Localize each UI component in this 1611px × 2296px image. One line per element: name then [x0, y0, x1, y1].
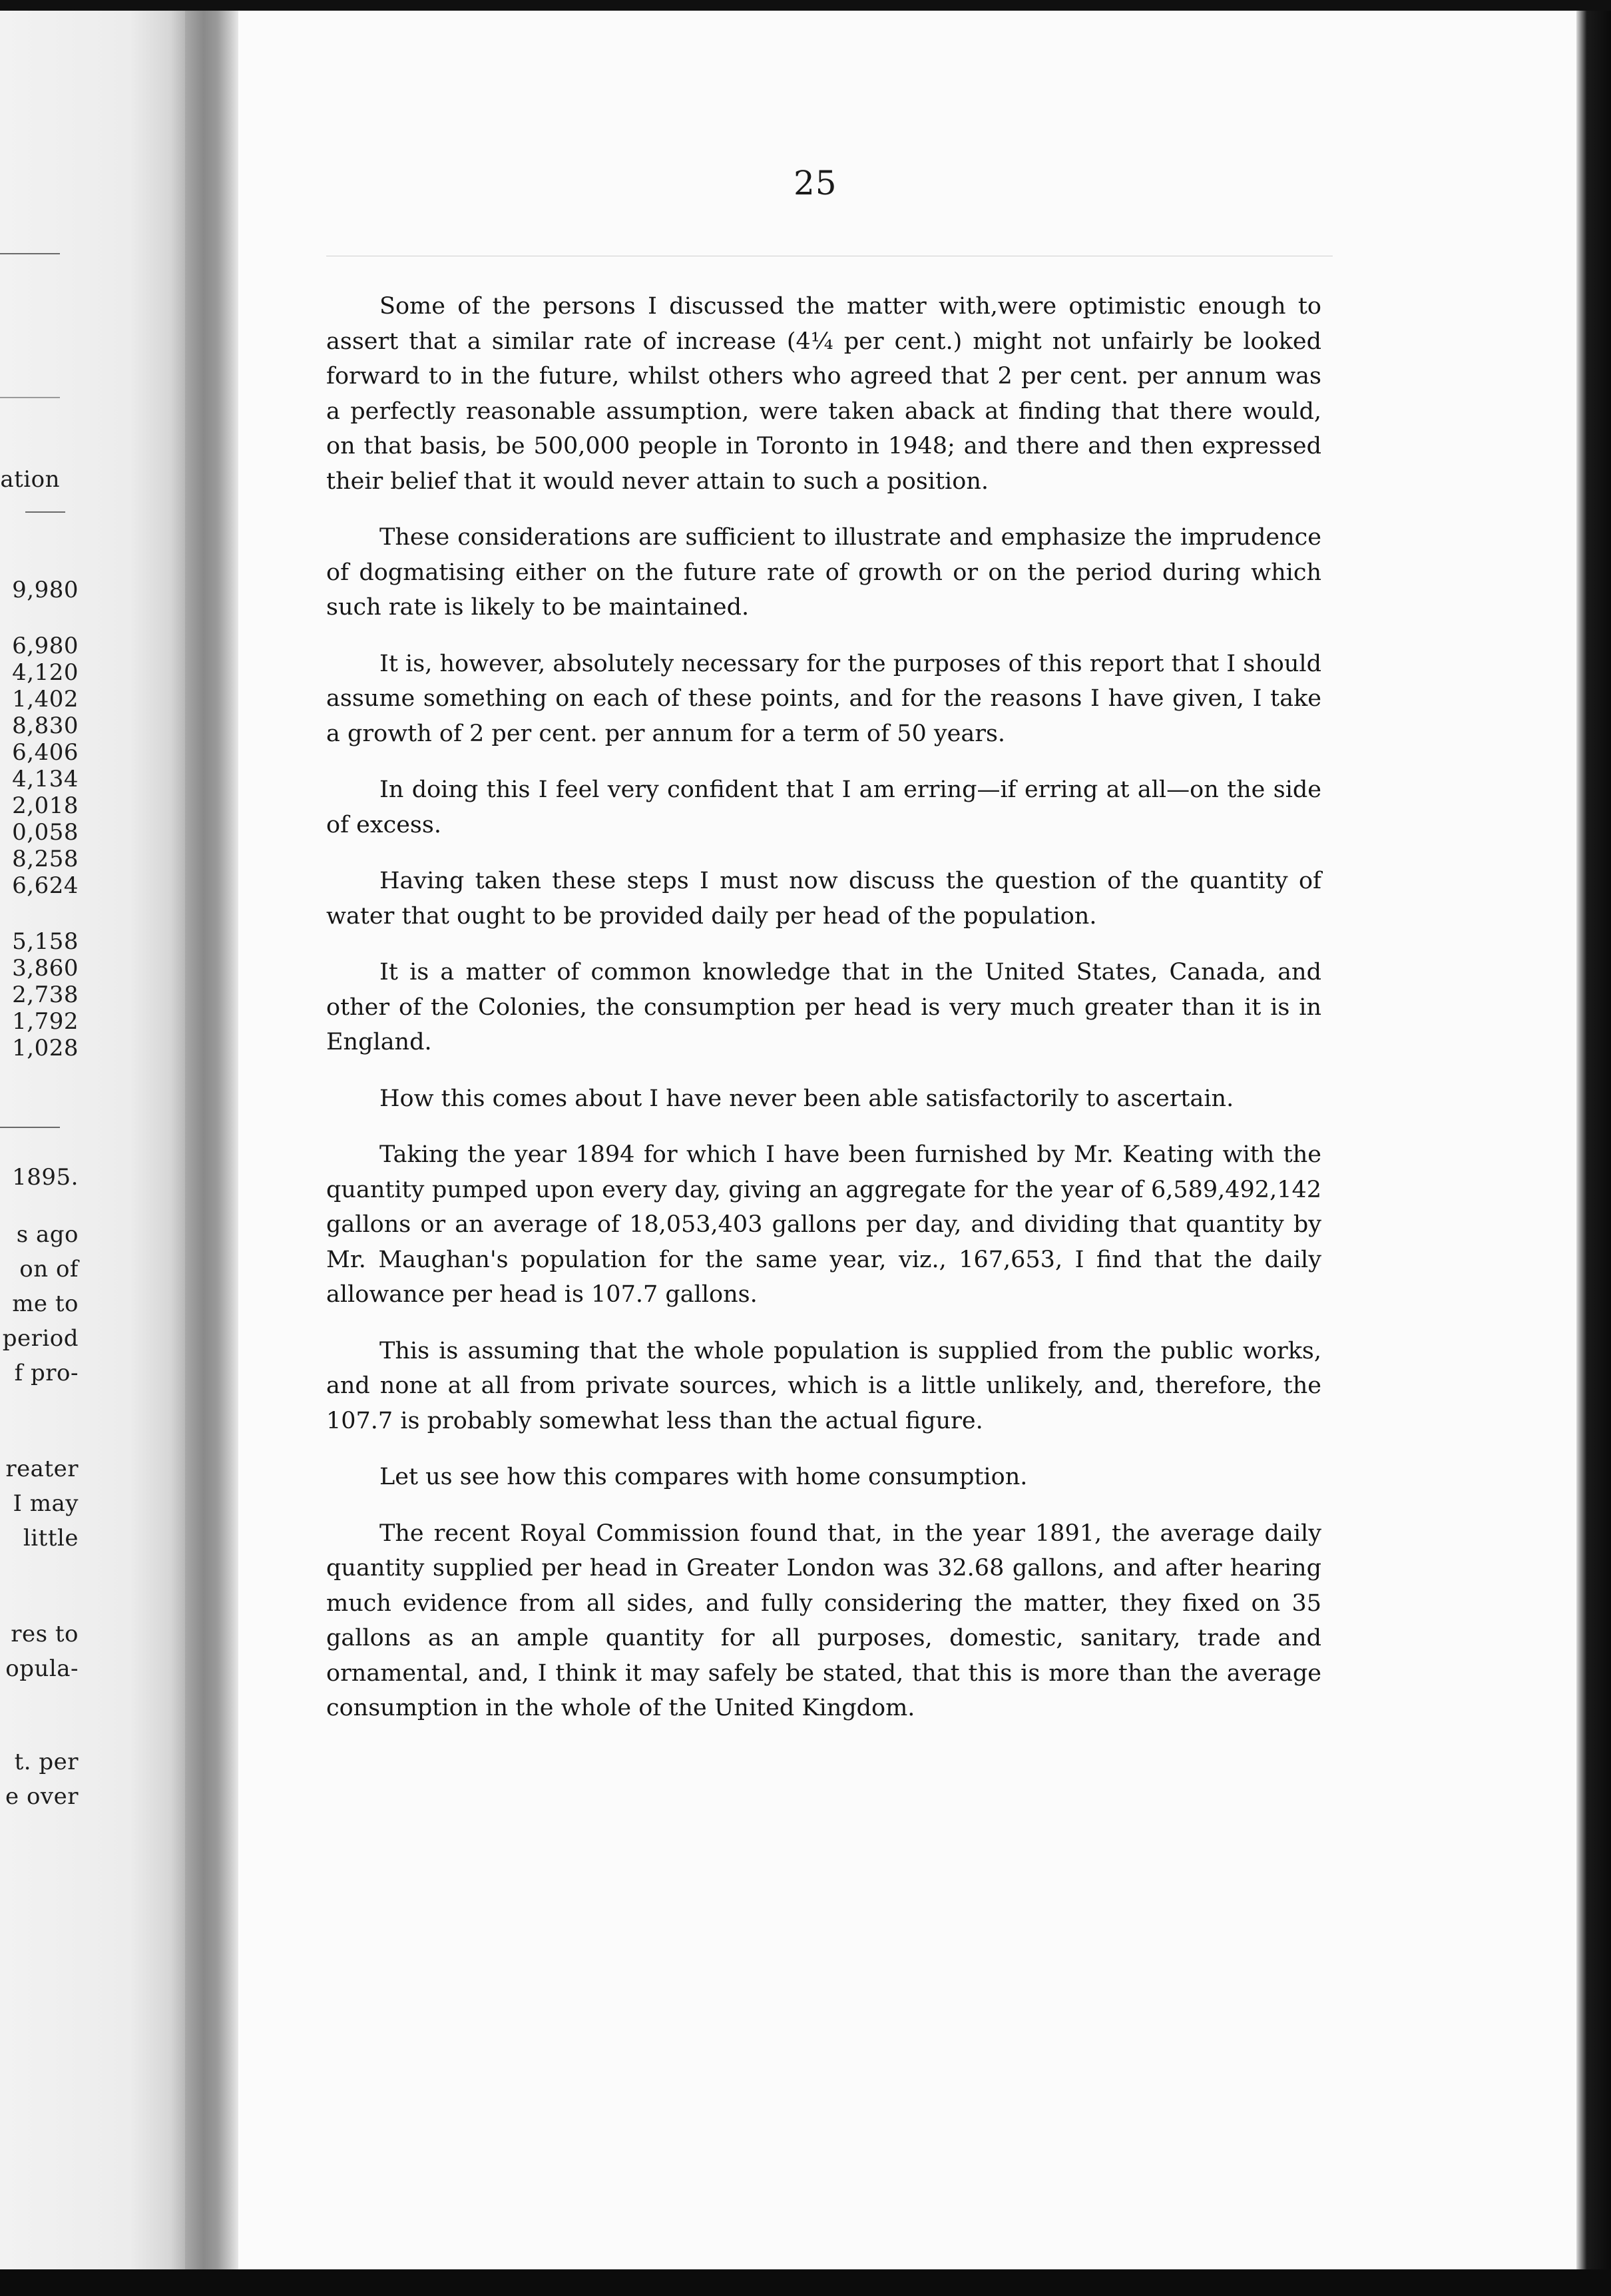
- facing-page-fragment: [0, 11, 185, 2269]
- paragraph: Having taken these steps I must now discuss the question of the quantity of water that ought to be provided daily per head of the population.: [326, 868, 1321, 930]
- left-page-rule: [0, 1127, 60, 1128]
- left-page-text: 6,624: [12, 872, 79, 899]
- left-page-rule: [0, 397, 60, 398]
- left-page-text: little: [23, 1525, 79, 1552]
- paragraph: The recent Royal Commission found that, in the year 1891, the average daily quantity supplied per head in Greater London was 32.68 gallons, and after hearing much evidence from all sides, and fully considering the matter, they fixed on 35 gallons as an ample quantity for all purposes, domestic, sanitary, trade and ornamental, and, I think it may safely be stated, that this is more than the average consumption in the whole of the United Kingdom.: [326, 1520, 1321, 1721]
- left-page-text: 6,406: [12, 739, 79, 766]
- paragraph: Some of the persons I discussed the matter with,were optimistic enough to assert that a similar rate of increase (4¼ per cent.) might not unfairly be looked forward to in the future, whilst others who agreed that 2 per cent. per annum was a perfectly reasonable assumption, were taken aback at finding that there would, on that basis, be 500,000 people in Toronto in 1948; and there and then expressed their belief that it would never attain to such a position.: [326, 293, 1321, 495]
- left-page-text: 1,792: [12, 1008, 79, 1035]
- left-page-text: ation: [0, 466, 60, 493]
- scan-bottom-edge: [0, 2269, 1611, 2296]
- left-page-text: 3,860: [12, 955, 79, 982]
- paragraph: These considerations are sufficient to illustrate and emphasize the imprudence of dogmatising either on the future rate of growth or on the period during which such rate is likely to be maintained.: [326, 524, 1321, 621]
- left-page-text: 6,980: [12, 633, 79, 659]
- left-page-text: 1,028: [12, 1035, 79, 1061]
- left-page-rule: [0, 253, 60, 254]
- left-page-text: period: [2, 1325, 79, 1352]
- scan-top-edge: [0, 0, 1611, 11]
- paragraph: Taking the year 1894 for which I have been furnished by Mr. Keating with the quantity pumped upon every day, giving an aggregate for the year of 6,589,492,142 gallons or an average of 18,053,403 gallons per day, and dividing that quantity by Mr. Maughan's population for the same year, viz., 167,653, I find that the daily allowance per head is 107.7 gallons.: [326, 1141, 1321, 1308]
- scan-right-edge: [1576, 11, 1611, 2269]
- left-page-text: 4,134: [12, 766, 79, 792]
- left-page-text: 2,738: [12, 982, 79, 1008]
- left-page-text: opula-: [5, 1655, 79, 1682]
- page-number: 25: [794, 164, 837, 202]
- left-page-text: e over: [5, 1783, 79, 1810]
- binding-gutter: [185, 11, 238, 2269]
- paragraph: It is, however, absolutely necessary for the purposes of this report that I should assume something on each of these points, and for the reasons I have given, I take a growth of 2 per cent. per annum for a term of 50 years.: [326, 650, 1321, 747]
- left-page-text: I may: [13, 1490, 79, 1517]
- left-page-text: t. per: [14, 1749, 79, 1775]
- left-page-text: 9,980: [12, 577, 79, 603]
- left-page-text: 0,058: [12, 819, 79, 846]
- left-page-text: 5,158: [12, 928, 79, 955]
- paragraph: Let us see how this compares with home consumption.: [379, 1464, 1028, 1490]
- body-text: [326, 289, 1321, 1747]
- left-page-text: reater: [5, 1456, 79, 1482]
- left-page-text: 2,018: [12, 792, 79, 819]
- left-page-text: res to: [11, 1621, 79, 1647]
- left-page-text: 1895.: [12, 1164, 79, 1191]
- paragraph: This is assuming that the whole population is supplied from the public works, and none at all from private sources, which is a little unlikely, and, therefore, the 107.7 is probably somewhat less than the actual figure.: [326, 1337, 1321, 1434]
- left-page-text: me to: [12, 1291, 79, 1317]
- left-page-text: on of: [19, 1256, 79, 1283]
- left-page-text: f pro-: [14, 1360, 79, 1386]
- left-page-text: 1,402: [12, 686, 79, 713]
- paragraph: How this comes about I have never been able satisfactorily to ascertain.: [379, 1085, 1234, 1112]
- left-page-text: 4,120: [12, 659, 79, 686]
- left-page-text: 8,258: [12, 846, 79, 872]
- left-page-text: 8,830: [12, 713, 79, 739]
- paragraph: It is a matter of common knowledge that in the United States, Canada, and other of the Colonies, the consumption per head is very much greater than it is in England.: [326, 959, 1321, 1055]
- left-page-text: s ago: [16, 1221, 79, 1248]
- left-page-rule: [25, 511, 65, 513]
- paragraph: In doing this I feel very confident that I am erring—if erring at all—on the side of excess.: [326, 776, 1321, 838]
